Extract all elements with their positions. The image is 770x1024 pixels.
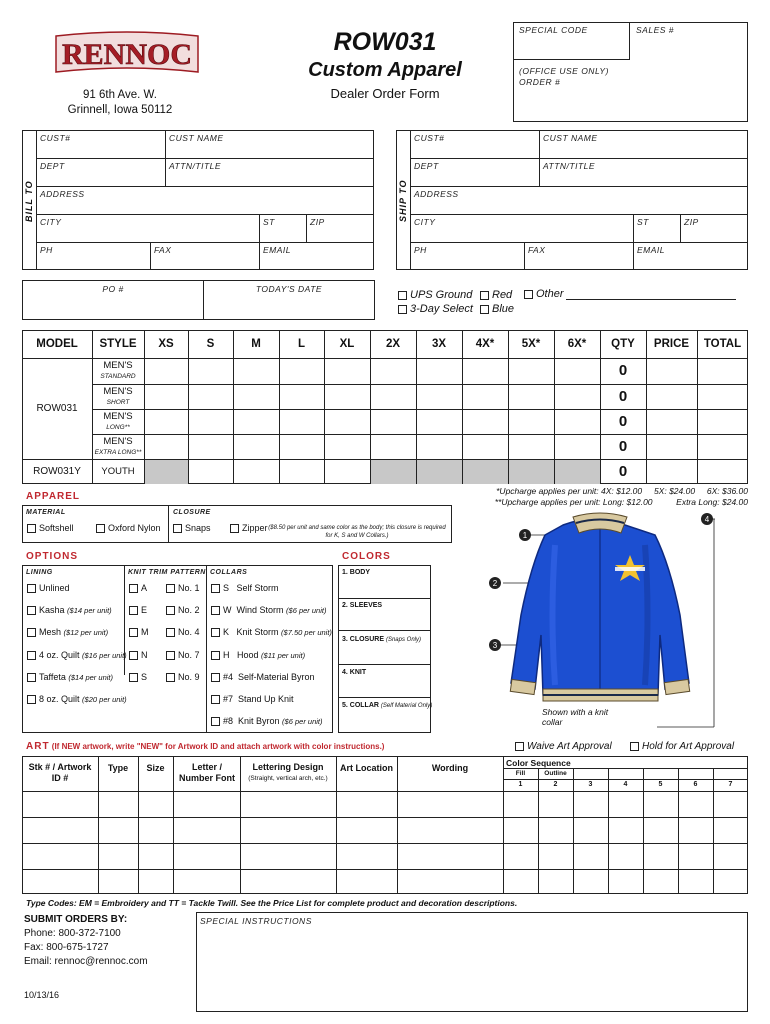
knit-checkbox[interactable] (129, 673, 138, 682)
color-sequence-label: Color Sequence (506, 758, 571, 768)
ship-city-label: CITY (414, 217, 436, 227)
bill-cust-label: CUST# (40, 133, 71, 143)
seq-5: 5 (658, 781, 663, 788)
callout-3: 3 (492, 641, 498, 650)
collar-checkbox[interactable] (211, 673, 220, 682)
art-instructions: (If NEW artwork, write "NEW" for Artwork ID and attach artwork with color instructions.) (51, 742, 385, 751)
knit-e[interactable]: E (129, 605, 147, 615)
ship-attn-label: ATTN/TITLE (543, 161, 596, 171)
color-body[interactable]: 1. BODY (342, 569, 371, 576)
color-collar[interactable]: 5. COLLAR (Self Material Only) (342, 702, 433, 709)
color-knit[interactable]: 4. KNIT (342, 669, 367, 676)
special-code-field[interactable] (514, 36, 629, 58)
collar-w[interactable]: W Wind Storm ($6 per unit) (211, 605, 326, 615)
upcharge-line1: *Upcharge applies per unit: 4X: $12.00 5X: $24.00 6X: $36.00 (496, 486, 748, 496)
fill-label: Fill (515, 770, 526, 777)
closure-label: CLOSURE (173, 509, 211, 516)
col-l: L (297, 338, 306, 350)
ship-st-label: ST (637, 217, 649, 227)
callout-2: 2 (492, 579, 498, 588)
order-label: ORDER # (519, 77, 561, 87)
sales-field[interactable] (631, 36, 746, 58)
art-col-type: Type (107, 763, 129, 773)
collar-checkbox[interactable] (211, 628, 220, 637)
bill-to-label: BILL TO (24, 180, 34, 222)
red-checkbox[interactable] (480, 291, 489, 300)
knit-checkbox[interactable] (166, 628, 175, 637)
three-day-option[interactable]: 3-Day Select (398, 302, 473, 316)
lining-checkbox[interactable] (27, 606, 36, 615)
snaps-option[interactable]: Snaps (173, 523, 211, 533)
knit-m[interactable]: M (129, 627, 149, 637)
date-label: TODAY'S DATE (255, 284, 323, 294)
other-option[interactable]: Other (524, 288, 564, 300)
upcharge-line2: **Upcharge applies per unit: Long: $12.00 Extra Long: $24.00 (494, 497, 748, 507)
ship-email-label: EMAIL (637, 245, 666, 255)
model-row031: ROW031 (36, 403, 78, 414)
col-6x: 6X* (567, 338, 587, 350)
rennoc-logo (52, 28, 202, 84)
art-col-wording: Wording (431, 763, 469, 773)
collar-checkbox[interactable] (211, 695, 220, 704)
oxford-nylon-option[interactable]: Oxford Nylon (96, 523, 161, 533)
bill-st-label: ST (263, 217, 275, 227)
hold-art-checkbox[interactable] (630, 742, 639, 751)
collar-4[interactable]: #4 Self-Material Byron (211, 672, 315, 682)
submit-title: SUBMIT ORDERS BY: (24, 914, 128, 925)
ups-ground-checkbox[interactable] (398, 291, 407, 300)
collar-7[interactable]: #7 Stand Up Knit (211, 694, 294, 704)
callout-1: 1 (522, 531, 528, 540)
type-codes-note: Type Codes: EM = Embroidery and TT = Tackle Twill. See the Price List for complete product and decoration descriptions. (26, 898, 518, 908)
knit-checkbox[interactable] (166, 673, 175, 682)
knit-checkbox[interactable] (129, 628, 138, 637)
knit-n[interactable]: N (129, 650, 148, 660)
qty-value: 0 (618, 413, 628, 430)
logo-text: RENNOC (61, 38, 193, 71)
lining-checkbox[interactable] (27, 695, 36, 704)
art-title: ART (26, 741, 50, 752)
ship-cust-name-label: CUST NAME (543, 133, 598, 143)
order-field[interactable] (514, 88, 746, 120)
lining-taffeta[interactable]: Taffeta ($14 per unit) (27, 672, 113, 682)
lining-checkbox[interactable] (27, 584, 36, 593)
oxford-nylon-checkbox[interactable] (96, 524, 105, 533)
qty-value: 0 (618, 438, 628, 455)
snaps-checkbox[interactable] (173, 524, 182, 533)
softshell-option[interactable]: Softshell (27, 523, 74, 533)
lining-8oz-quilt[interactable]: 8 oz. Quilt ($20 per unit) (27, 694, 127, 704)
col-2x: 2X (385, 338, 401, 350)
apparel-title: APPAREL (26, 491, 81, 502)
red-option[interactable]: Red (480, 288, 514, 302)
qty-value: 0 (618, 362, 628, 379)
lining-kasha[interactable]: Kasha ($14 per unit) (27, 605, 112, 615)
material-label: MATERIAL (26, 509, 66, 516)
seq-6: 6 (693, 781, 698, 788)
submit-email: Email: rennoc@rennoc.com (24, 956, 148, 967)
blue-checkbox[interactable] (480, 305, 489, 314)
blue-option[interactable]: Blue (480, 302, 514, 316)
col-s: S (206, 338, 215, 350)
softshell-checkbox[interactable] (27, 524, 36, 533)
seq-4: 4 (623, 781, 628, 788)
bill-city-label: CITY (40, 217, 62, 227)
ship-fax-label: FAX (528, 245, 546, 255)
ups-ground-option[interactable]: UPS Ground (398, 288, 473, 302)
collars-label: COLLARS (210, 569, 248, 576)
lining-checkbox[interactable] (27, 651, 36, 660)
ship-address-label: ADDRESS (414, 189, 459, 199)
art-col-size: Size (146, 763, 165, 773)
seq-7: 7 (728, 781, 733, 788)
ship-ph-label: PH (414, 245, 427, 255)
lining-mesh[interactable]: Mesh ($12 per unit) (27, 627, 108, 637)
bill-email-label: EMAIL (263, 245, 292, 255)
ship-dept-label: DEPT (414, 161, 439, 171)
col-xl: XL (339, 338, 355, 350)
knit-no9[interactable]: No. 9 (166, 672, 200, 682)
bill-to-block (22, 130, 374, 270)
art-col-letter: Letter / Number Font (179, 762, 235, 783)
special-instructions-field[interactable] (196, 912, 748, 1012)
zipper-note: ($8.50 per unit and same color as the body; this closure is required for K, S and W Collars.) (268, 525, 446, 539)
style-row: MEN'S LONG** (103, 411, 133, 431)
art-col-location: Art Location (340, 763, 393, 773)
col-4x: 4X* (475, 338, 495, 350)
submit-phone: Phone: 800-372-7100 (24, 928, 121, 939)
hold-art-option[interactable]: Hold for Art Approval (630, 741, 734, 752)
style-row: MEN'S SHORT (103, 386, 133, 406)
collar-checkbox[interactable] (211, 606, 220, 615)
lining-label: LINING (26, 569, 53, 576)
zipper-checkbox[interactable] (230, 524, 239, 533)
knit-no2[interactable]: No. 2 (166, 605, 200, 615)
collar-8[interactable]: #8 Knit Byron ($6 per unit) (211, 716, 322, 726)
knit-checkbox[interactable] (129, 651, 138, 660)
three-day-checkbox[interactable] (398, 305, 407, 314)
special-code-label: SPECIAL CODE (519, 25, 588, 35)
knit-checkbox[interactable] (129, 584, 138, 593)
collar-h[interactable]: H Hood ($11 per unit) (211, 650, 305, 660)
knit-checkbox[interactable] (166, 606, 175, 615)
outline-label: Outline (544, 770, 567, 777)
collar-s[interactable]: S Self Storm (211, 583, 279, 593)
col-style: STYLE (99, 338, 137, 350)
submit-fax: Fax: 800-675-1727 (24, 942, 109, 953)
other-checkbox[interactable] (524, 290, 533, 299)
col-qty: QTY (611, 338, 635, 350)
address-line2: Grinnell, Iowa 50112 (67, 104, 173, 116)
bill-cust-name-label: CUST NAME (169, 133, 224, 143)
style-row: YOUTH (101, 466, 135, 477)
col-xs: XS (158, 338, 174, 350)
sales-label: SALES # (636, 25, 674, 35)
po-label: PO # (102, 284, 124, 294)
knit-checkbox[interactable] (166, 651, 175, 660)
special-instructions-label: SPECIAL INSTRUCTIONS (200, 916, 312, 926)
collar-checkbox[interactable] (211, 651, 220, 660)
art-row[interactable] (23, 844, 747, 869)
callout-4: 4 (704, 515, 710, 524)
bill-zip-label: ZIP (310, 217, 325, 227)
other-line[interactable] (566, 299, 736, 300)
knit-checkbox[interactable] (129, 606, 138, 615)
lining-checkbox[interactable] (27, 628, 36, 637)
art-col-lettering: Lettering Design (252, 762, 324, 772)
col-total: TOTAL (703, 338, 742, 350)
art-col-stk: Stk # / Artwork ID # (28, 762, 92, 783)
model-row031y: ROW031Y (33, 466, 81, 477)
col-m: M (251, 338, 261, 350)
lining-4oz-quilt[interactable]: 4 oz. Quilt ($16 per unit) (27, 650, 127, 660)
form-name: Dealer Order Form (330, 86, 440, 101)
seq-3: 3 (588, 781, 593, 788)
address-line1: 91 6th Ave. W. (83, 89, 157, 101)
knit-s[interactable]: S (129, 672, 147, 682)
form-date: 10/13/16 (24, 990, 60, 1000)
seq-1: 1 (518, 781, 523, 788)
collar-k[interactable]: K Knit Storm ($7.50 per unit) (211, 627, 332, 637)
colors-title: COLORS (342, 551, 391, 562)
form-code: ROW031 (333, 28, 437, 56)
waive-art-option[interactable]: Waive Art Approval (515, 741, 612, 752)
knit-label: KNIT TRIM PATTERN (128, 569, 206, 576)
knit-a[interactable]: A (129, 583, 147, 593)
art-row[interactable] (23, 792, 747, 817)
color-sleeves[interactable]: 2. SLEEVES (342, 602, 383, 609)
knit-no1[interactable]: No. 1 (166, 583, 200, 593)
lining-unlined[interactable]: Unlined (27, 583, 70, 593)
collar-checkbox[interactable] (211, 717, 220, 726)
lining-checkbox[interactable] (27, 673, 36, 682)
art-row[interactable] (23, 818, 747, 843)
bill-attn-label: ATTN/TITLE (169, 161, 222, 171)
bill-address-label: ADDRESS (40, 189, 85, 199)
knit-checkbox[interactable] (166, 584, 175, 593)
ship-to-block (396, 130, 748, 270)
bill-fax-label: FAX (154, 245, 172, 255)
ship-to-label: SHIP TO (398, 179, 408, 222)
col-5x: 5X* (521, 338, 541, 350)
bill-dept-label: DEPT (40, 161, 65, 171)
color-closure[interactable]: 3. CLOSURE (Snaps Only) (342, 636, 421, 643)
waive-art-checkbox[interactable] (515, 742, 524, 751)
col-model: MODEL (36, 338, 78, 350)
col-3x: 3X (431, 338, 447, 350)
style-row: MEN'S STANDARD (100, 360, 136, 380)
collar-checkbox[interactable] (211, 584, 220, 593)
knit-no7[interactable]: No. 7 (166, 650, 200, 660)
qty-value: 0 (618, 388, 628, 405)
qty-value: 0 (618, 463, 628, 480)
options-title: OPTIONS (26, 551, 79, 562)
art-col-lettering-sub: (Straight, vertical arch, etc.) (248, 775, 328, 782)
zipper-option[interactable]: Zipper (230, 523, 268, 533)
jacket-caption: Shown with a knit collar (542, 707, 609, 727)
form-subtitle: Custom Apparel (308, 59, 462, 81)
office-use-label: (OFFICE USE ONLY) (519, 66, 609, 76)
ship-zip-label: ZIP (684, 217, 699, 227)
bill-ph-label: PH (40, 245, 53, 255)
art-row[interactable] (23, 870, 747, 893)
seq-2: 2 (553, 781, 558, 788)
knit-no4[interactable]: No. 4 (166, 627, 200, 637)
ship-cust-label: CUST# (414, 133, 445, 143)
style-row: MEN'S EXTRA LONG** (94, 436, 142, 456)
col-price: PRICE (653, 338, 690, 350)
